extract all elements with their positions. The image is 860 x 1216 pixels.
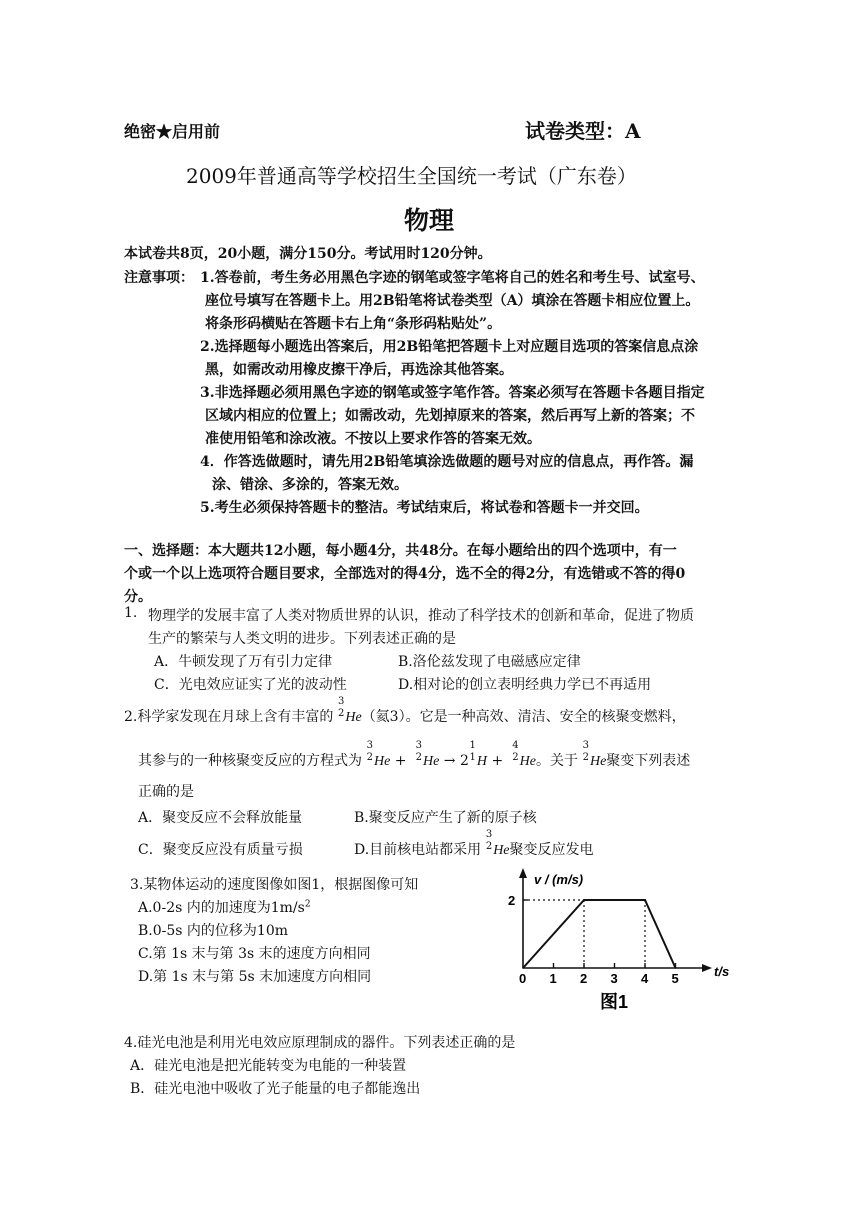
q3-option-d: D.第 1s 末与第 5s 末加速度方向相同 [138, 969, 372, 985]
q2-option-b: B.聚变反应产生了新的原子核 [354, 810, 537, 826]
note-4-line-2: 涂、错涂、多涂的，答案无效。 [212, 477, 408, 493]
he3-nuclide: 3 2 [337, 696, 345, 719]
velocity-time-chart [490, 866, 760, 1018]
section-1-line-1: 一、选择题：本大题共12小题，每小题4分，共48分。在每小题给出的四个选项中，有一 [124, 543, 677, 559]
confidential-label: 绝密★启用前 [124, 122, 221, 141]
x-tick-label-4: 4 [641, 971, 649, 986]
q2-option-d: D.目前核电站都采用 3 2 He聚变反应发电 [354, 829, 594, 858]
y-tick-label-2: 2 [508, 893, 516, 908]
x-tick-label-1: 1 [549, 971, 557, 986]
data-point-3 [675, 967, 677, 969]
note-2-line-1: 2.选择题每小题选出答案后，用2B铅笔把答题卡上对应题目选项的答案信息点涂 [200, 339, 699, 355]
note-1-line-3: 将条形码横贴在答题卡右上角“条形码粘贴处”。 [205, 316, 502, 332]
figure-caption: 图1 [600, 992, 629, 1012]
note-4-line-1: 4．作答选做题时，请先用2B铅笔填涂选做题的题号对应的信息点，再作答。漏 [200, 454, 694, 470]
x-tick-label-0: 0 [519, 971, 527, 986]
x-tick-label-3: 3 [610, 971, 618, 986]
data-point-1 [583, 899, 585, 901]
note-3-line-3: 准使用铅笔和涂改液。不按以上要求作答的答案无效。 [205, 431, 541, 447]
exam-title: 2009年普通高等学校招生全国统一考试（广东卷） [186, 164, 637, 188]
q1-number: 1. [124, 605, 138, 621]
q2-option-a: A．聚变反应不会释放能量 [138, 810, 303, 826]
q3-option-c: C.第 1s 末与第 3s 末的速度方向相同 [138, 946, 371, 962]
y-axis-arrow [519, 868, 527, 878]
q1-stem-line-2: 生产的繁荣与人类文明的进步。下列表述正确的是 [148, 631, 456, 647]
notes-label: 注意事项： [124, 270, 194, 286]
data-point-0 [522, 967, 524, 969]
q3-stem: 3.某物体运动的速度图像如图1，根据图像可知 [130, 877, 419, 893]
section-1-line-3: 分。 [124, 589, 152, 605]
section-1-line-2: 个或一个以上选项符合题目要求，全部选对的得4分，选不全的得2分，有选错或不答的得0 [124, 566, 686, 582]
q4-stem: 4.硅光电池是利用光电效应原理制成的器件。下列表述正确的是 [124, 1035, 516, 1051]
q1-option-b: B.洛伦兹发现了电磁感应定律 [398, 654, 581, 670]
note-2-line-2: 黑，如需改动用橡皮擦干净后，再选涂其他答案。 [205, 362, 513, 378]
q3-option-a: A.0-2s 内的加速度为$1m/s^2$ [138, 899, 311, 916]
paper-type: 试卷类型：A [525, 119, 641, 143]
x-tick-label-5: 5 [671, 971, 679, 986]
y-axis-label: v / (m/s) [534, 872, 584, 887]
velocity-series-line [523, 900, 676, 968]
q3-option-b: B.0-5s 内的位移为10m [138, 923, 289, 939]
q2-stem-line-2: 其参与的一种核聚变反应的方程式为 3 2 He + 3 2 He → 2 1 1 H + 4 2 He。关于 3 2 He聚变下列表述 [138, 740, 691, 769]
q1-option-a: A．牛顿发现了万有引力定律 [154, 654, 333, 670]
q4-option-b: B．硅光电池中吸收了光子能量的电子都能逸出 [130, 1081, 421, 1097]
note-1-line-2: 座位号填写在答题卡上。用2B铅笔将试卷类型（A）填涂在答题卡相应位置上。 [205, 293, 700, 309]
q2-stem-line-1: 2.科学家发现在月球上含有丰富的 3 2 He（氦3）。它是一种高效、清洁、安全的核聚变燃料， [124, 696, 686, 725]
x-axis-label: t/s [714, 964, 730, 979]
note-5-line-1: 5.考生必须保持答题卡的整洁。考试结束后，将试卷和答题卡一并交回。 [200, 500, 649, 516]
note-1-line-1: 1.答卷前，考生务必用黑色字迹的钢笔或签字笔将自己的姓名和考生号、试室号、 [200, 270, 705, 286]
subject-title: 物理 [404, 206, 455, 235]
q1-option-c: C．光电效应证实了光的波动性 [154, 677, 347, 693]
note-3-line-1: 3.非选择题必须用黑色字迹的钢笔或签字笔作答。答案必须写在答题卡各题目指定 [200, 385, 705, 401]
q4-option-a: A．硅光电池是把光能转变为电能的一种装置 [130, 1058, 407, 1074]
data-point-2 [644, 899, 646, 901]
q1-stem-line-1: 物理学的发展丰富了人类对物质世界的认识，推动了科学技术的创新和革命，促进了物质 [148, 608, 694, 624]
x-axis-arrow [702, 964, 712, 972]
x-tick-label-2: 2 [580, 971, 588, 986]
q2-option-c: C．聚变反应没有质量亏损 [138, 842, 303, 858]
note-3-line-2: 区域内相应的位置上；如需改动，先划掉原来的答案，然后再写上新的答案；不 [205, 408, 695, 424]
q2-stem-line-3: 正确的是 [138, 784, 194, 800]
intro-text: 本试卷共8页，20小题，满分150分。考试用时120分钟。 [124, 246, 492, 262]
q1-option-d: D.相对论的创立表明经典力学已不再适用 [398, 677, 652, 693]
